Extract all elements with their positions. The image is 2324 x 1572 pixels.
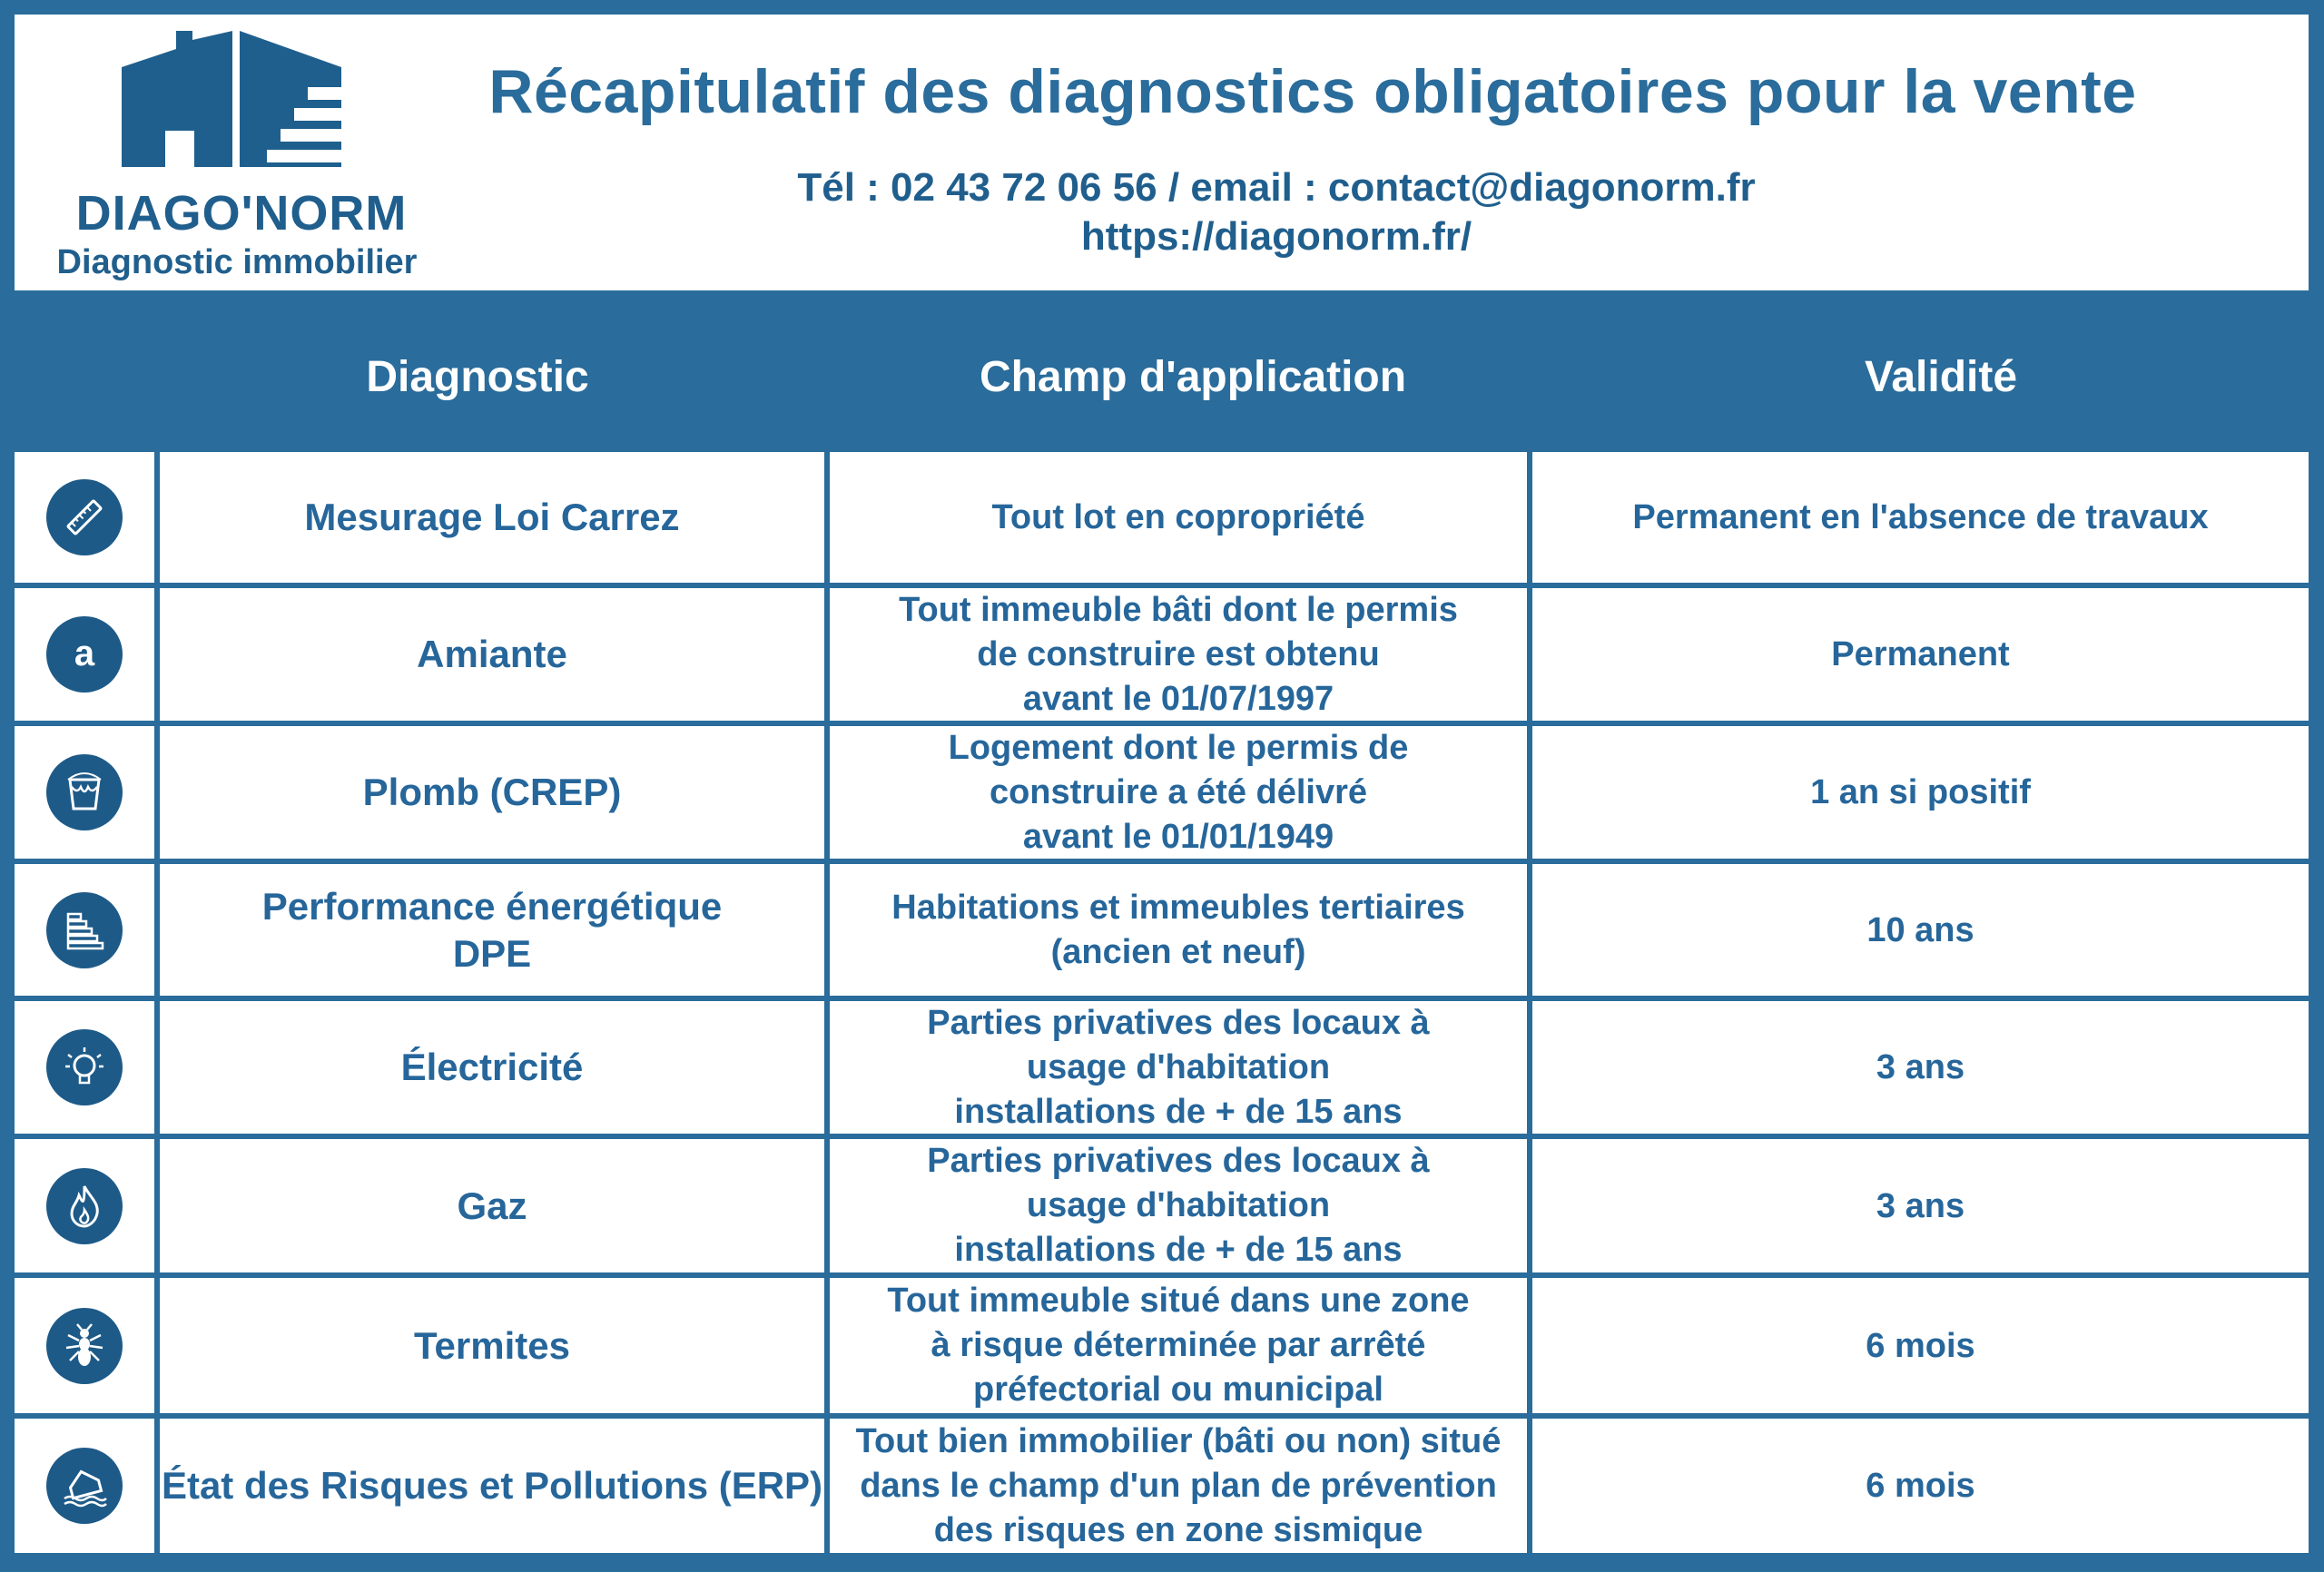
- champ-cell-text: Habitations et immeubles tertiaires (ancien et neuf): [891, 888, 1465, 971]
- table-row: [0, 588, 2324, 721]
- diagnostic-cell-text: Termites: [414, 1323, 570, 1367]
- logo-subtitle: Diagnostic immobilier: [56, 243, 418, 281]
- validite-cell-text: 3 ans: [1876, 1048, 1965, 1086]
- champ-cell-text: Tout immeuble bâti dont le permis de construire est obtenu avant le 01/07/1997: [899, 590, 1458, 718]
- row-icon-cell: [15, 864, 154, 996]
- row-icon-cell: [15, 588, 154, 721]
- row-icon-cell: [15, 1001, 154, 1134]
- table-row: [0, 864, 2324, 996]
- termite-icon: [46, 1308, 123, 1384]
- column-header-diagnostic: Diagnostic: [366, 353, 589, 401]
- table-row: [0, 1419, 2324, 1553]
- champ-cell: [830, 864, 1527, 996]
- row-icon-cell: [15, 452, 154, 583]
- validite-cell: [1532, 1419, 2309, 1553]
- table-row: [0, 452, 2324, 583]
- lightbulb-icon: [46, 1029, 123, 1105]
- champ-cell: [830, 1278, 1527, 1413]
- champ-cell: [830, 1001, 1527, 1134]
- diagnostic-cell: [160, 1001, 824, 1134]
- page-title: Récapitulatif des diagnostics obligatoires pour la vente: [488, 57, 2137, 126]
- champ-cell-text: Tout lot en copropriété: [991, 497, 1365, 536]
- champ-cell-text: Tout bien immobilier (bâti ou non) situé dans le champ d'un plan de prévention des risques en zone sismique: [855, 1421, 1502, 1549]
- champ-cell: [830, 588, 1527, 721]
- validite-cell-text: 6 mois: [1866, 1326, 1975, 1365]
- diagnostic-cell: [160, 864, 824, 996]
- champ-cell: [830, 1139, 1527, 1272]
- logo-name: DIAGO'NORM: [75, 186, 408, 241]
- validite-cell: [1532, 452, 2309, 583]
- row-icon-cell: [15, 1419, 154, 1553]
- diagnostic-cell-text: Électricité: [400, 1046, 584, 1088]
- table-row: [0, 1139, 2324, 1272]
- row-icon-cell: [15, 1278, 154, 1413]
- diagnostic-cell: [160, 452, 824, 583]
- diagnostic-cell-text: Gaz: [457, 1184, 527, 1227]
- validite-cell: [1532, 726, 2309, 859]
- diagnostic-cell: [160, 1278, 824, 1413]
- validite-cell-text: Permanent: [1831, 635, 2010, 673]
- row-icon-cell: [15, 1139, 154, 1272]
- column-header-validite: Validité: [1864, 353, 2018, 401]
- row-icon-cell: [15, 726, 154, 859]
- contact-line[interactable]: Tél : 02 43 72 06 56 / email : contact@diagonorm.fr: [797, 165, 1756, 210]
- diagnostic-cell-text: Amiante: [417, 633, 567, 675]
- diagnostic-cell: [160, 726, 824, 859]
- champ-cell: [830, 1419, 1527, 1553]
- champ-cell-text: Parties privatives des locaux à usage d'habitation installations de + de 15 ans: [927, 1003, 1430, 1131]
- validite-cell: [1532, 1278, 2309, 1413]
- diagnostic-cell-text: Performance énergétique DPE: [261, 884, 723, 975]
- header-panel: [15, 15, 2309, 290]
- website-link[interactable]: https://diagonorm.fr/: [1080, 214, 1472, 259]
- champ-cell-text: Tout immeuble situé dans une zone à risque déterminée par arrêté préfectorial ou municipal: [887, 1282, 1470, 1409]
- house-logo-icon: [122, 31, 349, 185]
- diagnostic-cell: [160, 588, 824, 721]
- paint-bucket-icon: [46, 754, 123, 830]
- validite-cell: [1532, 864, 2309, 996]
- validite-cell-text: 10 ans: [1866, 910, 1974, 949]
- diagnostic-cell-text: Mesurage Loi Carrez: [304, 496, 680, 538]
- champ-cell-text: Logement dont le permis de construire a été délivré avant le 01/01/1949: [948, 728, 1409, 856]
- asbestos-a-icon: [46, 616, 123, 693]
- ruler-icon: [46, 479, 123, 555]
- table-row: [0, 726, 2324, 859]
- champ-cell: [830, 726, 1527, 859]
- validite-cell-text: 1 an si positif: [1810, 773, 2031, 811]
- diagnostic-cell-text: Plomb (CREP): [362, 771, 622, 813]
- champ-cell: [830, 452, 1527, 583]
- column-header-champ: Champ d'application: [979, 353, 1407, 401]
- validite-cell: [1532, 1001, 2309, 1134]
- validite-cell-text: 6 mois: [1866, 1467, 1975, 1505]
- table-row: [0, 1001, 2324, 1134]
- champ-cell-text: Parties privatives des locaux à usage d'habitation installations de + de 15 ans: [927, 1142, 1430, 1269]
- diagnostic-cell-text: État des Risques et Pollutions (ERP): [161, 1464, 823, 1507]
- contact-block: [414, 163, 2139, 261]
- table-row: [0, 1278, 2324, 1413]
- flood-house-icon: [46, 1448, 123, 1524]
- diagnostic-cell: [160, 1419, 824, 1553]
- validite-cell-text: Permanent en l'absence de travaux: [1632, 498, 2209, 536]
- validite-cell: [1532, 588, 2309, 721]
- diagnostic-cell: [160, 1139, 824, 1272]
- flame-icon: [46, 1168, 123, 1244]
- validite-cell-text: 3 ans: [1876, 1186, 1965, 1225]
- energy-bars-icon: [46, 892, 123, 968]
- validite-cell: [1532, 1139, 2309, 1272]
